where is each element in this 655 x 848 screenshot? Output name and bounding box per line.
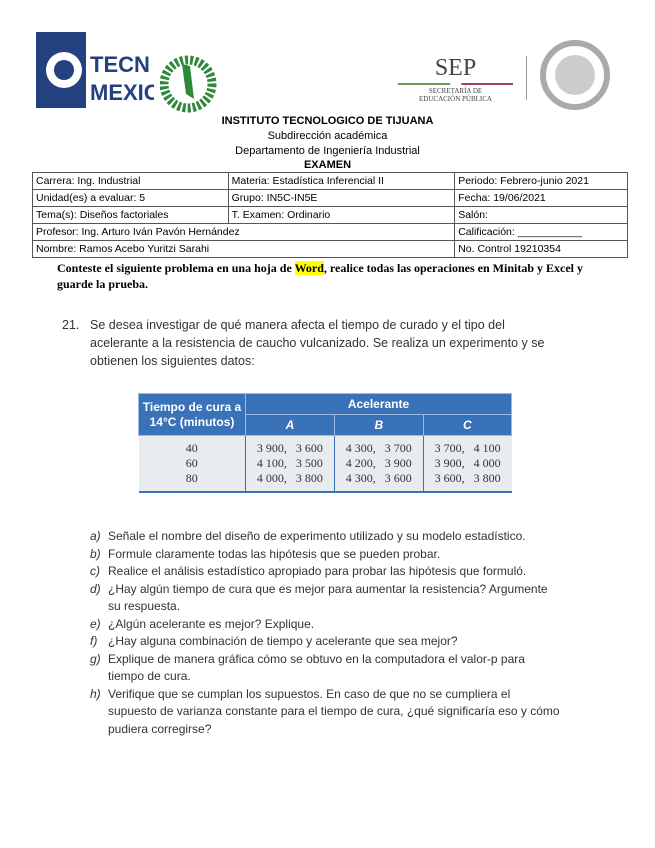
row-header: Tiempo de cura a 14°C (minutos) [139,394,246,436]
tecnm-logo [34,30,154,110]
grupo: Grupo: IN5C-IN5E [228,190,455,207]
item-text: ¿Hay algún tiempo de cura que es mejor para aumentar la resistencia? Argumente su respuesta. [108,581,548,613]
svg-text:TECN: TECN [90,52,150,77]
item-letter: a) [90,529,101,543]
col-c: C [423,415,511,436]
item-text: Realice el análisis estadístico apropiado para probar las hipótesis que formuló. [108,564,527,578]
nombre: Nombre: Ramos Acebo Yuritzi Sarahi [33,241,455,258]
item-text: Explique de manera gráfica cómo se obtuvo en la computadora el valor-p para tiempo de cura. [108,651,525,683]
item-text: Verifique que se cumplan los supuestos. En caso de que no se cumpliera el supuesto de varianza constante para el tiempo de cura, ¿qué significaría eso y cómo pudiera corregirse? [108,686,560,736]
itt-logo [160,44,220,114]
list-item [90,546,560,564]
tipo-examen: T. Examen: Ordinario [228,207,455,224]
item-letter: h) [90,686,101,701]
instructions-pre: Conteste el siguiente problema en una hoja de [57,261,295,275]
item-text: ¿Algún acelerante es mejor? Explique. [108,616,315,631]
list-item [90,563,560,581]
table-row [139,436,512,457]
list-item [90,581,560,616]
divider-line [526,56,527,100]
department: Departamento de Ingeniería Industrial [235,145,420,157]
periodo: Periodo: Febrero-junio 2021 [455,173,628,190]
sub-questions [90,528,560,738]
fecha: Fecha: 19/06/2021 [455,190,628,207]
sep-subtitle-2: EDUCACIÓN PÚBLICA [419,95,492,103]
cell-a: 4 000, 3 800 [246,471,335,492]
question-number: 21. [62,318,80,332]
cell-t: 80 [139,471,246,492]
no-control: No. Control 19210354 [455,241,628,258]
sep-subtitle-1: SECRETARÍA DE [428,87,483,95]
item-text: Señale el nombre del diseño de experimento utilizado y su modelo estadístico. [108,529,526,543]
carrera: Carrera: Ing. Industrial [33,173,229,190]
calificacion: Calificación: ___________ [455,224,628,241]
item-letter: f) [90,634,98,648]
instructions-highlight: Word [294,261,324,275]
unidad: Unidad(es) a evaluar: 5 [33,190,229,207]
cell-c: 3 600, 3 800 [423,471,511,492]
item-text: ¿Hay alguna combinación de tiempo y acelerante que sea mejor? [108,634,458,648]
sep-logo [398,55,513,110]
profesor: Profesor: Ing. Arturo Iván Pavón Hernández [33,224,455,241]
materia: Materia: Estadística Inferencial II [228,173,455,190]
cell-t: 60 [139,456,246,471]
col-a: A [246,415,335,436]
data-table [138,393,512,493]
table-row [139,471,512,492]
item-letter: c) [90,564,100,578]
question-text: Se desea investigar de qué manera afecta el tiempo de curado y el tipo del acelerante a la resistencia de caucho vulcanizado. Se realiza un experimento y se obtienen los siguientes datos: [90,318,545,368]
sep-title: SEP [434,55,477,81]
cell-c: 3 900, 4 000 [423,456,511,471]
group-header: Acelerante [246,394,512,415]
item-letter: e) [90,616,101,631]
instructions-post: , realice todas las operaciones en Minitab y Excel y guarde la prueba. [57,261,583,291]
cell-b: 4 300, 3 700 [334,436,423,457]
list-item [90,651,560,686]
instructions [57,260,597,292]
exam-info-table [32,172,628,258]
salon: Salón: [455,207,628,224]
tema: Tema(s): Diseños factoriales [33,207,229,224]
cell-a: 3 900, 3 600 [246,436,335,457]
svg-text:MEXIC: MEXIC [90,80,154,105]
cell-b: 4 300, 3 600 [334,471,423,492]
list-item [90,616,560,634]
col-b: B [334,415,423,436]
cell-b: 4 200, 3 900 [334,456,423,471]
list-item [90,633,560,651]
mexico-seal [540,40,610,110]
exam-title: EXAMEN [303,159,352,171]
item-text: Formule claramente todas las hipótesis que se pueden probar. [108,546,441,561]
list-item [90,686,560,739]
list-item [90,528,560,546]
cell-c: 3 700, 4 100 [423,436,511,457]
item-letter: b) [90,546,101,561]
institute-name: INSTITUTO TECNOLOGICO DE TIJUANA [221,115,434,127]
item-letter: g) [90,651,101,666]
table-row [139,456,512,471]
subdirection: Subdirección académica [267,130,388,142]
cell-a: 4 100, 3 500 [246,456,335,471]
cell-t: 40 [139,436,246,457]
item-letter: d) [90,581,101,596]
